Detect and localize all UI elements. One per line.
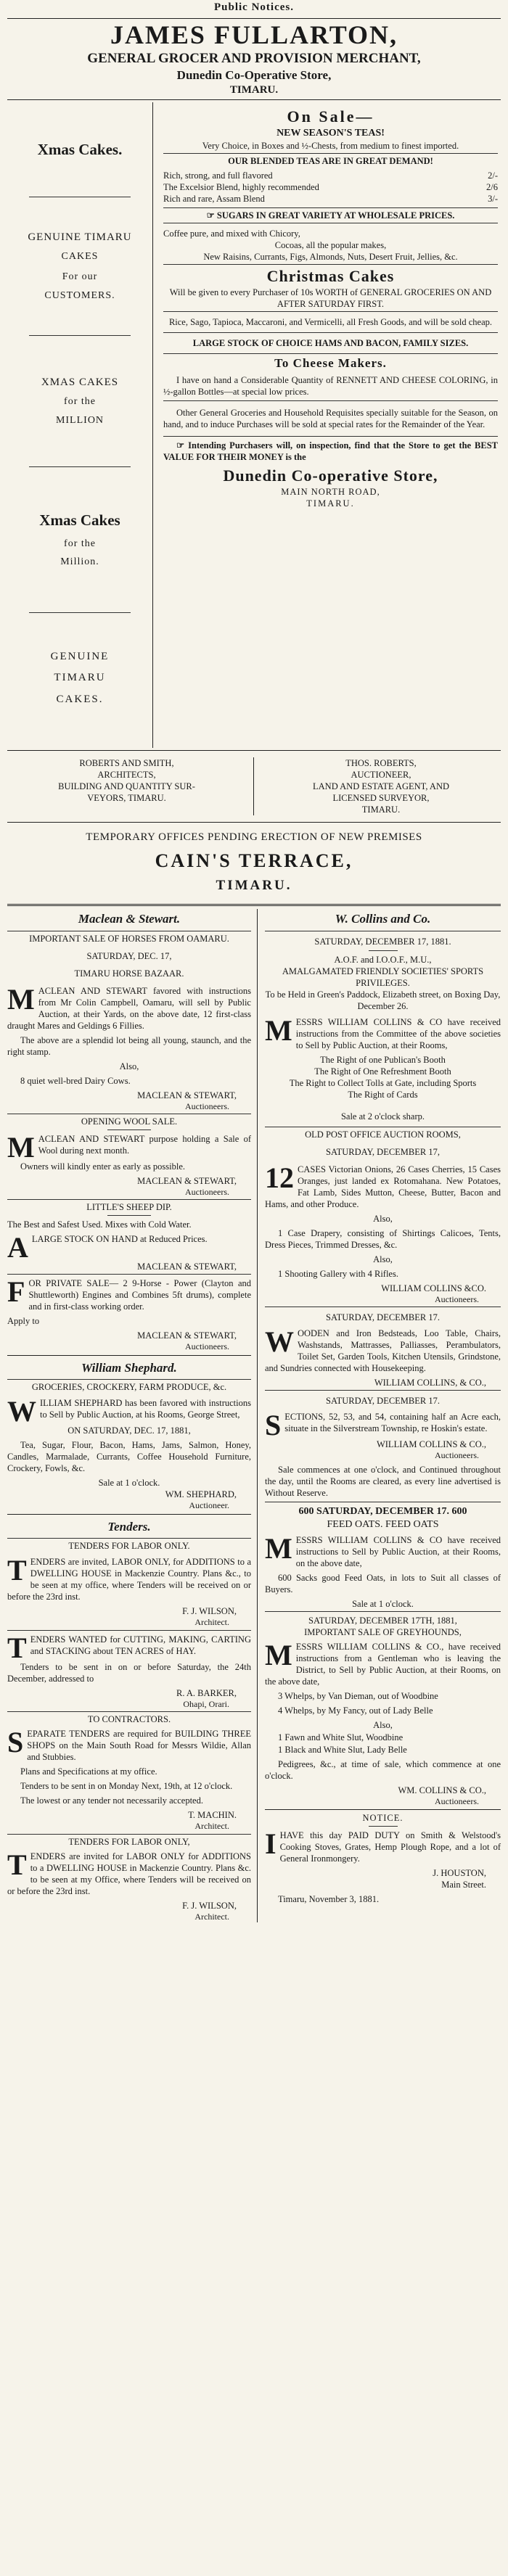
also: Also, [373,1213,393,1224]
dropcap-t: T [7,1631,27,1664]
also: Also, [373,1254,393,1264]
horse-sale-more: The above are a splendid lot being all young, staunch, and the right stamp. [7,1034,251,1057]
auctioneer: Auctioneer. [189,1500,229,1511]
card-line: ROBERTS AND SMITH, [79,758,174,769]
left-column [7,909,258,1922]
dropcap-t: T [7,1554,27,1587]
xmas-box [7,336,152,466]
furniture-date: SATURDAY, DECEMBER 17. [326,1312,440,1322]
tender3-signature: T. MACHIN. [188,1810,237,1821]
tender1-architect: Architect. [194,1617,229,1628]
tender3-heading: TO CONTRACTORS. [87,1714,171,1725]
wool-sale-text: ACLEAN AND STEWART purpose holding a Sale of Wool during next month. [38,1133,251,1156]
greyhound-date: SATURDAY, DECEMBER 17TH, 1881, [308,1616,457,1626]
christmas-cakes-heading: Christmas Cakes [266,267,395,286]
sheep-dip-stock-text: LARGE STOCK ON HAND at Reduced Prices. [31,1234,208,1245]
horse-sale-cows: 8 quiet well-bred Dairy Cows. [20,1075,131,1086]
divider [7,1711,251,1712]
tea-price: 2/- [488,170,498,181]
tender3-lowest: The lowest or any tender not necessarily accepted. [20,1795,203,1806]
advertiser-trade: GENERAL GROCER AND PROVISION MERCHANT, [87,50,421,66]
wool-sale-body [7,1130,251,1164]
tender3-send: Tenders to be sent in on Monday Next, 19th, at 12 o'clock. [20,1781,233,1792]
xmas-box [7,613,152,744]
tender1-text: ENDERS are invited, LABOR ONLY, for ADDITIONS to a DWELLING HOUSE in Mackenzie Country. Plans &c., to be seen at my office, where Tenders will be received on or before the 23rd inst. [7,1557,251,1602]
right-item: The Right of One Refreshment Booth [314,1066,451,1077]
xmas-box [7,102,152,197]
tea-item [163,193,498,205]
greyhound-body [265,1641,501,1687]
notice-line: TIMARU. [216,878,292,894]
rice: Rice, Sago, Tapioca, Maccaroni, and Vermicelli, all Fresh Goods, and will be sold cheap. [168,317,493,328]
tender4-text: ENDERS are invited for LABOR ONLY for ADDITIONS to a DWELLING HOUSE in Mackenzie Country. Plans &c. to be seen at my Office, where Tenders will be received on or before the 23rd inst. [7,1851,251,1896]
cocoas: Cocoas, all the popular makes, [274,240,387,251]
xmas-line: CUSTOMERS. [44,289,115,301]
xmas-line: for the [64,538,96,549]
right-item: The Right of Cards [348,1089,418,1100]
tender3-text: EPARATE TENDERS are required for BUILDING THREE SHOPS on the Main South Road for Messrs Wildie, Allan and Stubbies. [27,1729,251,1763]
wool-owners: Owners will kindly enter as early as possible. [20,1161,186,1172]
fullarton-stock-column [153,102,501,748]
xmas-box [7,467,152,612]
horse-sale-place: TIMARU HORSE BAZAAR. [74,968,184,979]
tender3-plans: Plans and Specifications at my office. [20,1766,157,1777]
divider [7,1538,251,1539]
shooting-gallery: 1 Shooting Gallery with 4 Rifles. [278,1268,398,1279]
town: TIMARU. [306,498,355,509]
dropcap-i: I [265,1827,276,1861]
town-name: TIMARU. [229,83,279,96]
maclean-signature: MACLEAN & STEWART, [137,1175,237,1186]
tea-price: 3/- [488,194,498,205]
dropcap-m: M [265,1639,292,1672]
xmas-line: For our [62,271,98,282]
maclean-heading: Maclean & Stewart. [78,911,181,926]
also: Also, [373,1720,393,1731]
oats-body [265,1534,501,1569]
tender1-heading: TENDERS FOR LABOR ONLY. [68,1541,190,1552]
horse-sale-text: ACLEAN AND STEWART favored with instructions from Mr Colin Campbell, Oamaru, will sell by Public Auction, at their Yards, on the above date, 12 first-class draught Mares and Geldings 6 Fillies. [7,985,251,1031]
xmas-title: Xmas Cakes [39,511,120,529]
on-sale-heading: On Sale— [287,107,374,126]
tender2-signature: R. A. BARKER, [176,1687,237,1698]
tenders-heading: Tenders. [107,1519,151,1534]
blended-heading: OUR BLENDED TEAS ARE IN GREAT DEMAND! [228,156,433,167]
store-name-footer: Dunedin Co-operative Store, [223,466,438,485]
tender4-architect: Architect. [194,1911,229,1922]
tender2-more: Tenders to be sent in on or before Saturday, the 24th December, addressed to [7,1661,251,1684]
coffee: Coffee pure, and mixed with Chicory, [163,229,300,239]
greyhound-heading: IMPORTANT SALE OF GREYHOUNDS, [304,1627,462,1638]
dropcap-s: S [7,1726,24,1759]
shephard-items: Tea, Sugar, Flour, Bacon, Hams, Jams, Salmon, Honey, Candles, Marmalade, Currants, Coffee Household Furniture, Crockery, Fowls, &c. [7,1440,251,1474]
tender4-heading: TENDERS FOR LABOR ONLY, [68,1836,190,1847]
oats-heading: 600 SATURDAY, DECEMBER 17. 600 [298,1506,467,1518]
notice-body [265,1827,501,1864]
auctioneers: Auctioneers. [435,1449,479,1460]
xmas-title: GENUINE TIMARU [28,231,132,243]
collins-signature: WILLIAM COLLINS &CO. [381,1283,486,1293]
notice-heading: NOTICE. [362,1813,403,1824]
notice-text: HAVE this day PAID DUTY on Smith & Welstood's Cooking Stoves, Grates, Hemp Plough Rope, and a lot of General Ironmongery. [279,1830,501,1864]
notice-signature: J. HOUSTON, [433,1868,486,1879]
post-office-date: SATURDAY, DECEMBER 17, [326,1146,440,1157]
apply-to: Apply to [7,1316,40,1327]
divider [265,1390,501,1391]
oats-sub: FEED OATS. FEED OATS [327,1519,439,1531]
shephard-date: ON SATURDAY, DEC. 17, 1881, [67,1425,191,1436]
divider [265,1611,501,1612]
sugars: ☞ SUGARS IN GREAT VARIETY AT WHOLESALE PRICES. [206,210,455,221]
notice-place: Main Street. [441,1880,486,1890]
collins-signature: WM. COLLINS & CO., [398,1785,486,1796]
dropcap-m: M [265,1013,292,1047]
xmas-title: Xmas Cakes. [37,140,123,158]
sheep-dip-heading: LITTLE'S SHEEP DIP. [86,1202,172,1213]
dropcap-12: 12 [265,1161,294,1194]
divider [265,1809,501,1810]
also: Also, [119,1061,139,1071]
tea-list [163,170,498,205]
collins-heading: W. Collins and Co. [335,911,431,926]
auctioneers: Auctioneers. [435,1796,479,1807]
roberts-smith-card [7,757,254,815]
divider [107,1129,151,1130]
dropcap-m: M [265,1532,292,1565]
sports-date: SATURDAY, DECEMBER 17, 1881. [314,936,451,947]
divider [163,332,498,333]
xmas-line: TIMARU [54,672,106,684]
divider [163,311,498,312]
divider [7,822,501,823]
divider [7,904,501,906]
dropcap-w: W [7,1395,36,1428]
private-sale-text: OR PRIVATE SALE— 2 9-Horse - Power (Clayton and Shuttleworth) Engines and Combines 5ft drums), complete and in first-class working order. [28,1278,251,1312]
divider [163,436,498,437]
divider [369,1826,398,1827]
divider [7,1379,251,1380]
cheese-heading: To Cheese Makers. [274,356,387,371]
divider [163,153,498,154]
divider [7,1514,251,1515]
sports-body [265,1013,501,1051]
divider [7,99,501,100]
xmas-cakes-column [7,102,153,748]
card-line: THOS. ROBERTS, [345,758,417,769]
divider [7,18,501,19]
divider [163,207,498,208]
sports-rights [265,1054,501,1100]
furniture-text: OODEN and Iron Bedsteads, Loo Table, Chairs, Washstands, Mattrasses, Palliasses, Perambulators, Toilet Set, Garden Tools, Kitchen Utensils, Grindstone, and Sundries connected with Housekeeping. [265,1328,501,1373]
teas-desc: Very Choice, in Boxes and ½-Chests, from medium to finest imported. [202,141,459,152]
xmas-line: Million. [60,556,99,568]
private-sale-body [7,1277,251,1312]
xmas-title: XMAS CAKES [41,376,119,388]
card-line: LAND AND ESTATE AGENT, AND [313,781,449,792]
wool-sale-heading: OPENING WOOL SALE. [81,1116,178,1127]
slut-2: 1 Black and White Slut, Lady Belle [278,1745,407,1756]
auctioneers: Auctioneers. [185,1186,229,1197]
oats-sale: Sale at 1 o'clock. [352,1599,414,1610]
tender3-architect: Architect. [194,1821,229,1832]
slut-1: 1 Fawn and White Slut, Woodbine [278,1732,403,1743]
fullarton-body [7,102,501,748]
shephard-text: ILLIAM SHEPHARD has been favored with instructions to Sell by Public Auction, at his Rooms, George Street, [40,1398,251,1420]
auctioneers: Auctioneers. [185,1100,229,1111]
whelps-1: 3 Whelps, by Van Dieman, out of Woodbine [278,1691,438,1702]
intending-purchasers: ☞ Intending Purchasers will, on inspection, find that the Store to get the BEST VALUE FOR THEIR MONEY is the [163,440,498,462]
post-office-heading: OLD POST OFFICE AUCTION ROOMS, [305,1129,461,1140]
hams: LARGE STOCK OF CHOICE HAMS AND BACON, FAMILY SIZES. [192,338,469,349]
store-name: Dunedin Co-Operative Store, [176,68,332,83]
horse-sale-date: SATURDAY, DEC. 17, [86,950,172,961]
maclean-signature: MACLEAN & STEWART, [137,1262,237,1272]
raisins: New Raisins, Currants, Figs, Almonds, Nuts, Desert Fruit, Jellies, &c. [203,252,458,263]
horse-sale-body [7,982,251,1032]
divider [7,750,501,751]
sports-text: ESSRS WILLIAM COLLINS & CO have received instructions from the Committee of the above societies to Sell by Public Auction, at their Rooms, [295,1016,501,1050]
sports-venue: To be Held in Green's Paddock, Elizabeth street, on Boxing Day, December 26. [265,989,501,1011]
shephard-sale: Sale at 1 o'clock. [98,1478,160,1489]
post-office-body [265,1161,501,1210]
advertiser-name: JAMES FULLARTON, [110,20,398,50]
oats-sacks: 600 Sacks good Feed Oats, in lots to Suit all classes of Buyers. [265,1573,501,1595]
card-line: LICENSED SURVEYOR, [332,793,430,804]
notice-line: CAIN'S TERRACE, [155,850,353,872]
divider [7,1630,251,1631]
tea-item [163,181,498,193]
divider [265,1306,501,1307]
shephard-heading: William Shephard. [81,1360,177,1375]
divider [163,353,498,354]
tender4-body [7,1848,251,1897]
divider [163,264,498,265]
sheep-dip-body: The Best and Safest Used. Mixes with Cold Water. [7,1219,192,1230]
dropcap-f: F [7,1275,25,1309]
dropcap-m: M [7,982,35,1016]
new-teas: NEW SEASON'S TEAS! [276,128,385,139]
section-masthead: Public Notices. [214,1,294,13]
tender4-signature: F. J. WILSON, [182,1900,237,1911]
tender2-body [7,1631,251,1664]
tender3-body [7,1728,251,1763]
xmas-line: CAKES. [56,693,104,705]
divider [7,1274,251,1275]
divider [7,1199,251,1200]
christmas-cakes-desc: Will be given to every Purchaser of 10s WORTH of GENERAL GROCERIES ON AND AFTER SATURDAY FIRST. [169,287,492,310]
divider [163,400,498,401]
cains-terrace-notice [7,825,501,901]
horse-sale-heading: IMPORTANT SALE OF HORSES FROM OAMARU. [29,933,229,944]
tea-name: Rich and rare, Assam Blend [163,194,265,205]
tender1-signature: F. J. WILSON, [182,1606,237,1617]
divider [7,1355,251,1356]
cheese-desc: I have on hand a Considerable Quantity of RENNETT AND CHEESE COLORING, in ½-gallon Bottles—at special low prices. [163,375,498,397]
sports-sale: Sale at 2 o'clock sharp. [340,1111,425,1122]
tea-name: The Excelsior Blend, highly recommended [163,182,319,193]
tender2-text: ENDERS WANTED for CUTTING, MAKING, CARTING and STACKING about TEN ACRES of HAY. [30,1634,251,1656]
tea-name: Rich, strong, and full flavored [163,170,273,181]
divider [369,950,398,951]
whelps-2: 4 Whelps, by My Fancy, out of Lady Belle [278,1705,433,1716]
right-item: The Right to Collect Tolls at Gate, including Sports [289,1077,477,1088]
card-line: ARCHITECTS, [97,770,156,781]
shephard-body [7,1395,251,1428]
dropcap-w: W [265,1325,294,1358]
other-groceries: Other General Groceries and Household Requisites specially suitable for the Season, on hand, and to induce Purchases will be sold at special rates for the Remainder of the Year. [163,408,498,429]
dropcap-a: A [7,1231,28,1264]
xmas-line: CAKES [61,250,99,262]
dropcap-s: S [265,1408,282,1441]
tea-price: 2/6 [486,182,498,193]
greyhound-text: ESSRS WILLIAM COLLINS & CO., have received instructions from a Gentleman who is leaving the District, to Sell by Public Auction, at their Rooms, on the above date, [265,1642,501,1687]
sections-text: ECTIONS, 52, 53, and 54, containing half an Acre each, situate in the Silverstream Township, re Hoskin's estate. [284,1411,501,1433]
maclean-signature: MACLEAN & STEWART, [137,1090,237,1100]
drapery: 1 Case Drapery, consisting of Shirtings Calicoes, Tents, Dress Pieces, Trimmed Dresses, &c. [265,1227,501,1250]
xmas-line: for the [64,395,96,407]
sports-orders: A.O.F. and I.O.O.F., M.U., [334,954,432,965]
maclean-signature: MACLEAN & STEWART, [137,1330,237,1341]
card-line: BUILDING AND QUANTITY SUR- [58,781,195,792]
divider [7,1834,251,1835]
furniture-body [265,1325,501,1374]
tender1-body [7,1556,251,1602]
xmas-line: MILLION [55,414,105,426]
auction-columns [7,909,501,1922]
shephard-signature: WM. SHEPHARD, [165,1489,237,1500]
xmas-title: GENUINE [50,651,110,663]
right-column [258,909,501,1922]
pedigrees: Pedigrees, &c., at time of sale, which commence at one o'clock. [265,1759,501,1782]
card-line: AUCTIONEER, [351,770,411,781]
sections-date: SATURDAY, DECEMBER 17. [326,1395,440,1406]
post-office-text: CASES Victorian Onions, 26 Cases Cherries, 15 Cases Oranges, just landed ex Rotomahana. New Potatoes, Fat Lamb, Sides Mutton, Cheese, Butter, Bacon and Hams, and other Produce. [265,1164,501,1209]
professional-cards [7,753,501,820]
tea-item [163,170,498,181]
oats-text: ESSRS WILLIAM COLLINS & CO have received instructions to Sell by Public Auction, at their Rooms, on the above date, [295,1535,501,1569]
sale-commences: Sale commences at one o'clock, and Continued throughout the day, until the Rooms are cleared, as every line advertised is Without Reserve. [265,1465,501,1499]
notice-date: Timaru, November 3, 1881. [278,1894,380,1905]
collins-signature: WILLIAM COLLINS, & CO., [374,1377,486,1388]
thos-roberts-card [254,757,501,815]
shephard-sub: GROCERIES, CROCKERY, FARM PRODUCE, &c. [31,1382,227,1393]
dropcap-m: M [7,1130,35,1164]
right-item: The Right of one Publican's Booth [320,1054,446,1065]
auctioneers: Auctioneers. [435,1293,479,1304]
road: MAIN NORTH ROAD, [281,487,380,498]
card-line: TIMARU. [361,805,401,815]
sheep-dip-stock [7,1231,251,1264]
notice-line: TEMPORARY OFFICES PENDING ERECTION OF NEW PREMISES [86,831,422,844]
sections-body [265,1408,501,1441]
collins-signature: WILLIAM COLLINS & CO., [376,1439,486,1449]
dropcap-t: T [7,1848,27,1881]
auctioneers: Auctioneers. [185,1341,229,1352]
xmas-box [7,197,152,335]
divider [107,1215,151,1216]
card-line: VEYORS, TIMARU. [87,793,166,804]
sports-privileges: AMALGAMATED FRIENDLY SOCIETIES' SPORTS PRIVILEGES. [282,966,484,988]
tender2-address: Ohapi, Orari. [183,1698,229,1709]
